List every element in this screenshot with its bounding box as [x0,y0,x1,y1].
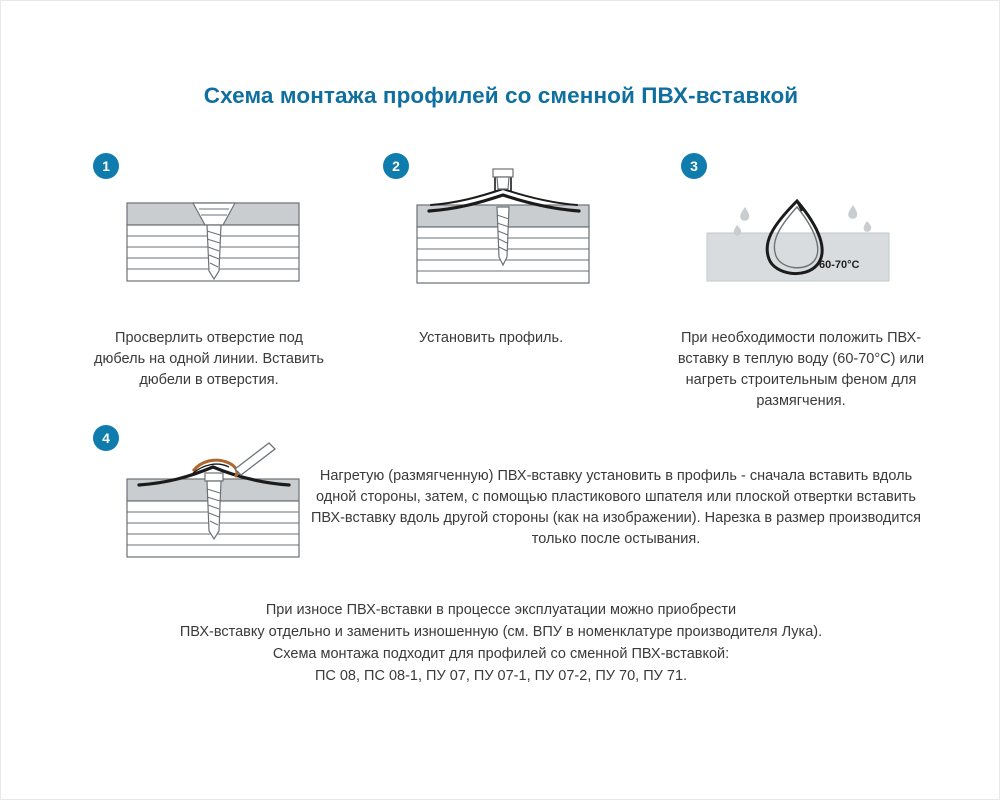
footer-line-2: ПВХ-вставку отдельно и заменить изношенную (см. ВПУ в номенклатуре производителя Лука). [179,624,823,640]
step-badge-2: 2 [383,153,409,179]
step-badge-4: 4 [93,425,119,451]
step-2-illustration [409,161,609,301]
step-badge-1: 1 [93,153,119,179]
footer-note [61,599,941,687]
temperature-annotation: 60-70°C [819,259,860,271]
step-3-illustration [701,181,901,301]
page-title: Схема монтажа профилей со сменной ПВХ-вставкой [203,83,799,108]
step-4-caption: Нагретую (размягченную) ПВХ-вставку установить в профиль - сначала вставить вдоль одной стороны, затем, с помощью пластикового шпателя или плоской отвертки вставить ПВХ-вставку вдоль другой стороны (как на изображении). Нарезка в размер производится только после остывания. [310,468,922,547]
step-4-illustration [119,441,319,571]
step-1-caption: Просверлить отверстие под дюбель на одной линии. Вставить дюбели в отверстия. [94,330,324,388]
step-3-caption: При необходимости положить ПВХ-вставку в теплую воду (60-70°C) или нагреть строительным феном для размягчения. [677,330,925,409]
step-2-caption: Установить профиль. [418,330,564,346]
step-1-illustration [119,179,319,299]
step-badge-3: 3 [681,153,707,179]
footer-line-4: ПС 08, ПС 08-1, ПУ 07, ПУ 07-1, ПУ 07-2, ПУ 70, ПУ 71. [314,668,688,684]
footer-line-1: При износе ПВХ-вставки в процессе эксплуатации можно приобрести [265,602,737,618]
footer-line-3: Схема монтажа подходит для профилей со сменной ПВХ-вставкой: [272,646,730,662]
